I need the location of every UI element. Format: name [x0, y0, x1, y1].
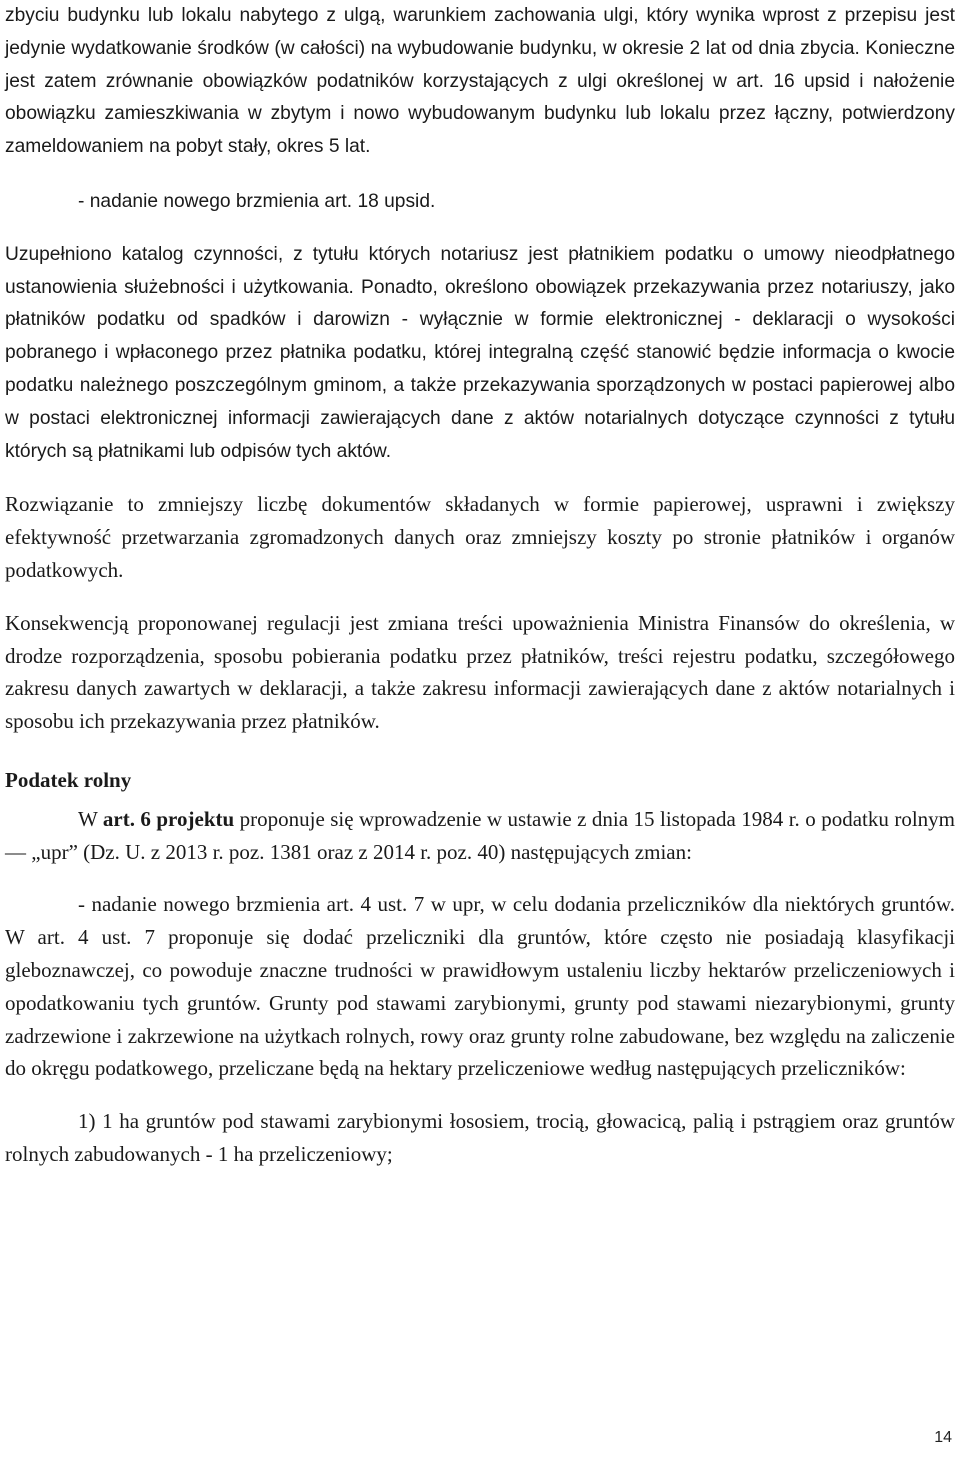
list-item-przelicznik-1: 1) 1 ha gruntów pod stawami zarybionymi łososiem, trocią, głowacicą, palią i pstrągiem oraz gruntów rolnych zabudowanych - 1 ha przeliczeniowy;	[5, 1109, 955, 1166]
paragraph-ulga-mieszkaniowa: zbyciu budynku lub lokalu nabytego z ulgą, warunkiem zachowania ulgi, który wynika wprost z przepisu jest jedynie wydatkowanie środków (w całości) na wybudowanie budynku, w okresie 2 lat od dnia zbycia. Konieczne jest zatem zrównanie obowiązków podatników korzystających z ulgi określonej w art. 16 upsid i nałożenie obowiązku zamieszkiwania w zbytym i nowo wybudowanym budynku lub lokalu przez łączny, potwierdzony zameldowaniem na pobyt stały, okres 5 lat.	[5, 5, 955, 158]
list-item-art-4: - nadanie nowego brzmienia art. 4 ust. 7 w upr, w celu dodania przeliczników dla niektórych gruntów. W art. 4 ust. 7 proponuje się dodać przeliczniki dla gruntów, które często nie posiadają klasyfikacji gleboznawczej, co powoduje znaczne trudności w prawidłowym ustaleniu liczby hektarów przeliczeniowych i opodatkowaniu tych gruntów. Grunty pod stawami zarybionymi, grunty pod stawami niezarybionymi, grunty zadrzewione i zakrzewione na użytkach rolnych, rowy oraz grunty rolne zabudowane, bez względu na zaliczenie do okręgu podatkowego, przeliczane będą na hektary przeliczeniowe według następujących przeliczników:	[5, 892, 955, 1081]
document-page	[5, 0, 955, 1171]
paragraph-art-6	[5, 803, 955, 869]
paragraph-art-6-lead: W	[78, 806, 103, 831]
paragraph-rozwiazanie: Rozwiązanie to zmniejszy liczbę dokumentów składanych w formie papierowej, usprawni i zwiększy efektywność przetwarzania zgromadzonych danych oraz zmniejszy koszty po stronie płatników i organów podatkowych.	[5, 492, 955, 582]
paragraph-art-6-bold: art. 6 projektu	[102, 806, 235, 831]
list-item-art-18: - nadanie nowego brzmienia art. 18 upsid.	[78, 190, 436, 212]
paragraph-konsekwencja: Konsekwencją proponowanej regulacji jest zmiana treści upoważnienia Ministra Finansów do określenia, w drodze rozporządzenia, sposobu pobierania podatku przez płatników, treści rejestru podatku, szczegółowego zakresu danych zawartych w deklaracji, a także zakresu informacji zawierających dane z aktów notarialnych i sposobu ich przekazywania przez płatników.	[5, 610, 955, 734]
section-heading: Podatek rolny	[5, 767, 132, 792]
paragraph-katalog-czynnosci: Uzupełniono katalog czynności, z tytułu których notariusz jest płatnikiem podatku o umowy nieodpłatnego ustanowienia służebności i użytkowania. Ponadto, określono obowiązek przekazywania przez notariuszy, jako płatników podatku od spadków i darowizn - wyłącznie w formie elektronicznej - deklaracji o wysokości pobranego i wpłaconego przez płatnika podatku, której integralną część stanowić będzie informacja o kwocie podatku należnego poszczególnym gminom, a także przekazywania sporządzonych w postaci papierowej albo w postaci elektronicznej informacji zawierających dane z aktów notarialnych dotyczące czynności z tytułu których są płatnikami lub odpisów tych aktów.	[5, 243, 955, 462]
paragraph-art-6-rest: proponuje się wprowadzenie w ustawie z dnia 15 listopada 1984 r. o podatku rolnym — „upr” (Dz. U. z 2013 r. poz. 1381 oraz z 2014 r. poz. 40) następujących zmian:	[5, 806, 955, 864]
page-number: 14	[934, 1429, 952, 1446]
